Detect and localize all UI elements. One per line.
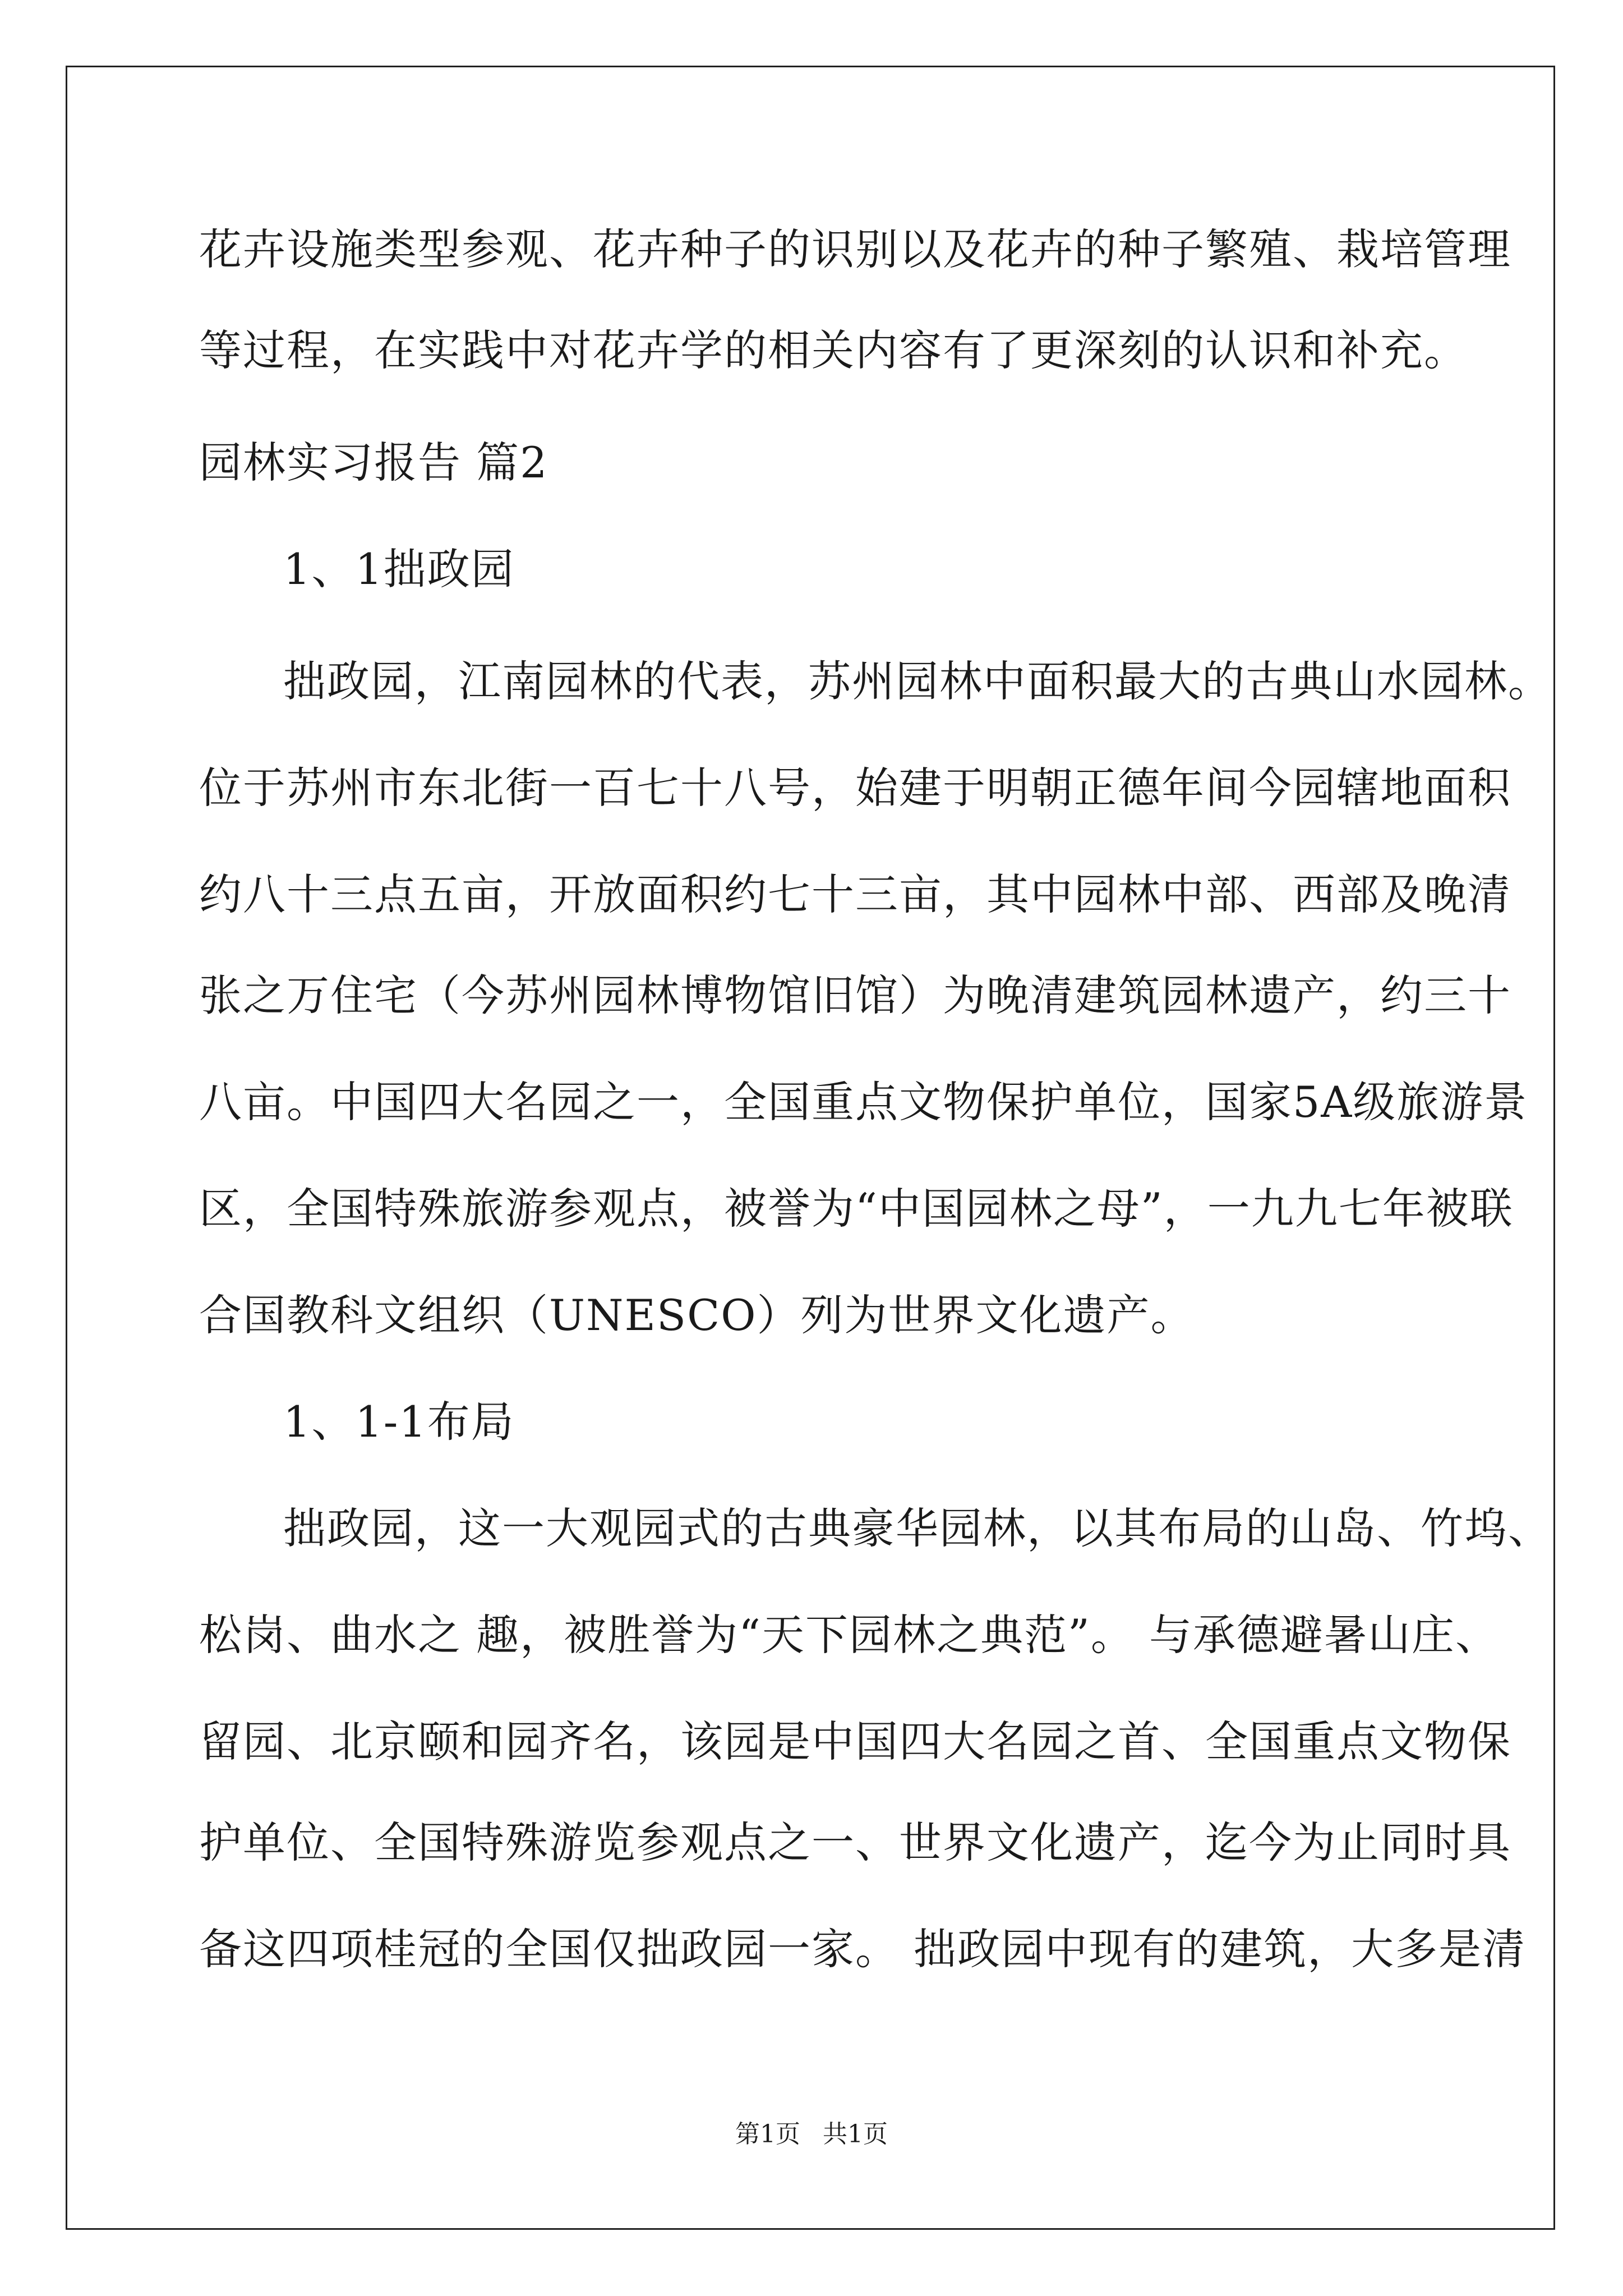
paragraph-line: 位于苏州市东北街一百七十八号，始建于明朝正德年间今园辖地面积 [199, 763, 1511, 813]
page-number: 第1页 [735, 2120, 800, 2148]
section-heading: 园林实习报告 篇2 [199, 438, 548, 487]
subsection-heading: 1、1-1布局 [283, 1397, 515, 1447]
paragraph-line: 拙政园，江南园林的代表，苏州园林中面积最大的古典山水园林。 [283, 656, 1552, 706]
paragraph-line: 约八十三点五亩，开放面积约七十三亩，其中园林中部、西部及晚清 [199, 869, 1511, 919]
paragraph-line: 备这四项桂冠的全国仅拙政园一家。 拙政园中现有的建筑，大多是清 [199, 1924, 1527, 1974]
paragraph-line: 护单位、全国特殊游览参观点之一、世界文化遗产，迄今为止同时具 [199, 1818, 1511, 1867]
paragraph-line: 松岗、曲水之 趣，被胜誉为“天下园林之典范”。 与承德避暑山庄、 [199, 1610, 1500, 1660]
paragraph-line: 留园、北京颐和园齐名，该园是中国四大名园之首、全国重点文物保 [199, 1717, 1511, 1766]
paragraph-line: 花卉设施类型参观、花卉种子的识别以及花卉的种子繁殖、栽培管理 [199, 224, 1511, 274]
paragraph-line: 八亩。中国四大名园之一，全国重点文物保护单位，国家5A级旅游景 [199, 1077, 1528, 1127]
page-footer [0, 2118, 1623, 2151]
page-total: 共1页 [823, 2120, 888, 2148]
paragraph-line: 合国教科文组织（UNESCO）列为世界文化遗产。 [199, 1290, 1195, 1340]
paragraph-line: 拙政园，这一大观园式的古典豪华园林，以其布局的山岛、竹坞、 [283, 1503, 1552, 1553]
paragraph-line: 张之万住宅（今苏州园林博物馆旧馆）为晚清建筑园林遗产，约三十 [199, 970, 1511, 1020]
paragraph-line: 等过程，在实践中对花卉学的相关内容有了更深刻的认识和补充。 [199, 325, 1468, 375]
page-border [66, 66, 1555, 2230]
subsection-heading: 1、1拙政园 [283, 544, 515, 594]
paragraph-line: 区，全国特殊旅游参观点，被誉为“中国园林之母”，一九九七年被联 [199, 1184, 1514, 1234]
